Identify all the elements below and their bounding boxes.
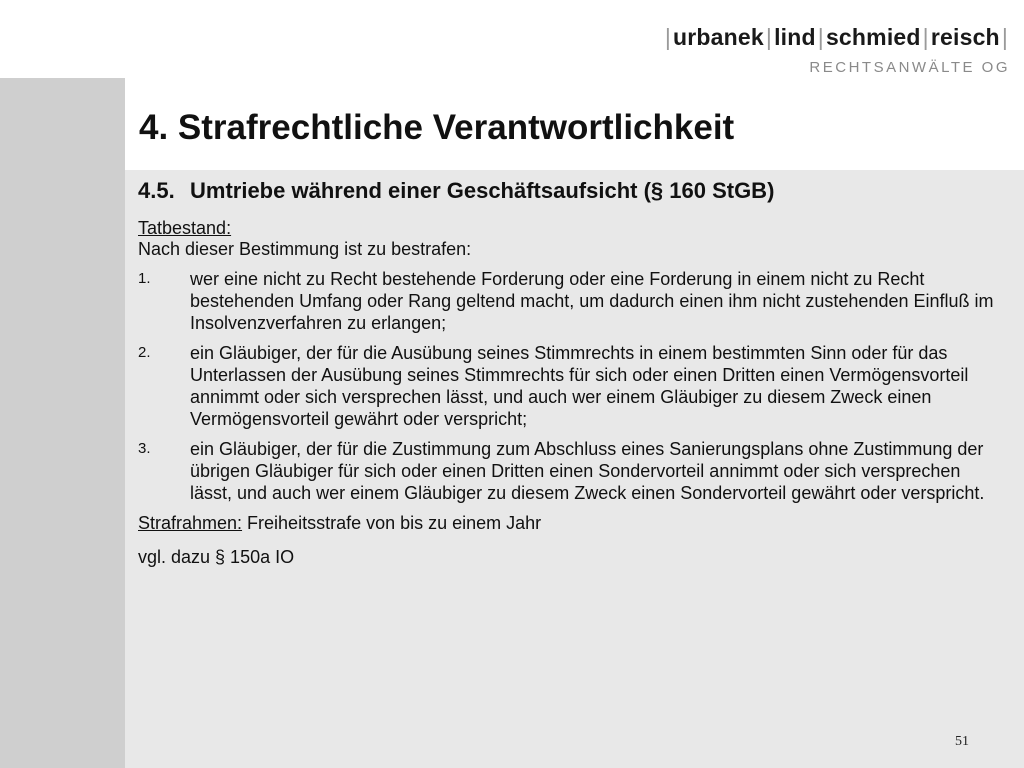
list-item-number: 1. — [138, 270, 151, 287]
strafrahmen-text: Freiheitsstrafe von bis zu einem Jahr — [242, 513, 542, 533]
logo-name-3: schmied — [825, 24, 921, 50]
strafrahmen-label: Strafrahmen: — [138, 513, 243, 533]
page-number: 51 — [955, 734, 969, 749]
footer-notes — [138, 512, 998, 568]
list-item-number: 3. — [138, 440, 151, 457]
list-item-number: 2. — [138, 344, 151, 361]
list-item-text: ein Gläubiger, der für die Ausübung seines Stimmrechts in einem bestimmten Sinn oder für das Unterlassen der Ausübung seines Stimmrechts für sich oder einen Dritten einen Vermögensvorteil annimmt oder sich versprechen lässt, und auch wer einem Gläubiger zu diesem Zweck einen Vermögensvorteil gewährt oder verspricht; — [190, 343, 969, 429]
firm-logo — [663, 24, 1010, 76]
intro-text: Nach dieser Bestimmung ist zu bestrafen: — [138, 239, 472, 259]
strafrahmen-line — [138, 512, 998, 534]
logo-name-1: urbanek — [673, 24, 764, 50]
section-title: Umtriebe während einer Geschäftsaufsicht (§ 160 StGB) — [190, 178, 775, 203]
logo-name-2: lind — [774, 24, 816, 50]
list-item-text: ein Gläubiger, der für die Zustimmung zum Abschluss eines Sanierungsplans ohne Zustimmung der übrigen Gläubiger für sich oder einen Dritten einen Sondervorteil annimmt oder sich versprechen lässt, und auch wer einem Gläubiger zu diesem Zweck einen Sondervorteil gewährt oder verspricht. — [190, 439, 985, 503]
list-item — [138, 342, 998, 430]
left-decorative-bar — [0, 78, 125, 768]
slide-body — [138, 178, 998, 580]
logo-subtitle: RECHTSANWÄLTE OG — [809, 59, 1010, 76]
tatbestand-label: Tatbestand: — [138, 218, 232, 238]
list-item — [138, 438, 998, 504]
list-item-text: wer eine nicht zu Recht bestehende Forderung oder eine Forderung in einem nicht zu Recht bestehenden Umfang oder Rang geltend macht, um dadurch einen ihm nicht zustehenden Einfluß im Insolvenzverfahren zu erlangen; — [190, 269, 994, 333]
section-number: 4.5. — [138, 178, 175, 203]
logo-names: |urbanek|lind|schmied|reisch| — [664, 24, 1008, 50]
logo-name-4: reisch — [930, 24, 1000, 50]
section-heading — [138, 178, 998, 204]
offence-list — [138, 268, 998, 504]
reference-text: vgl. dazu § 150a IO — [138, 547, 295, 567]
list-item — [138, 268, 998, 334]
slide-title: 4. Strafrechtliche Verantwortlichkeit — [139, 108, 735, 147]
